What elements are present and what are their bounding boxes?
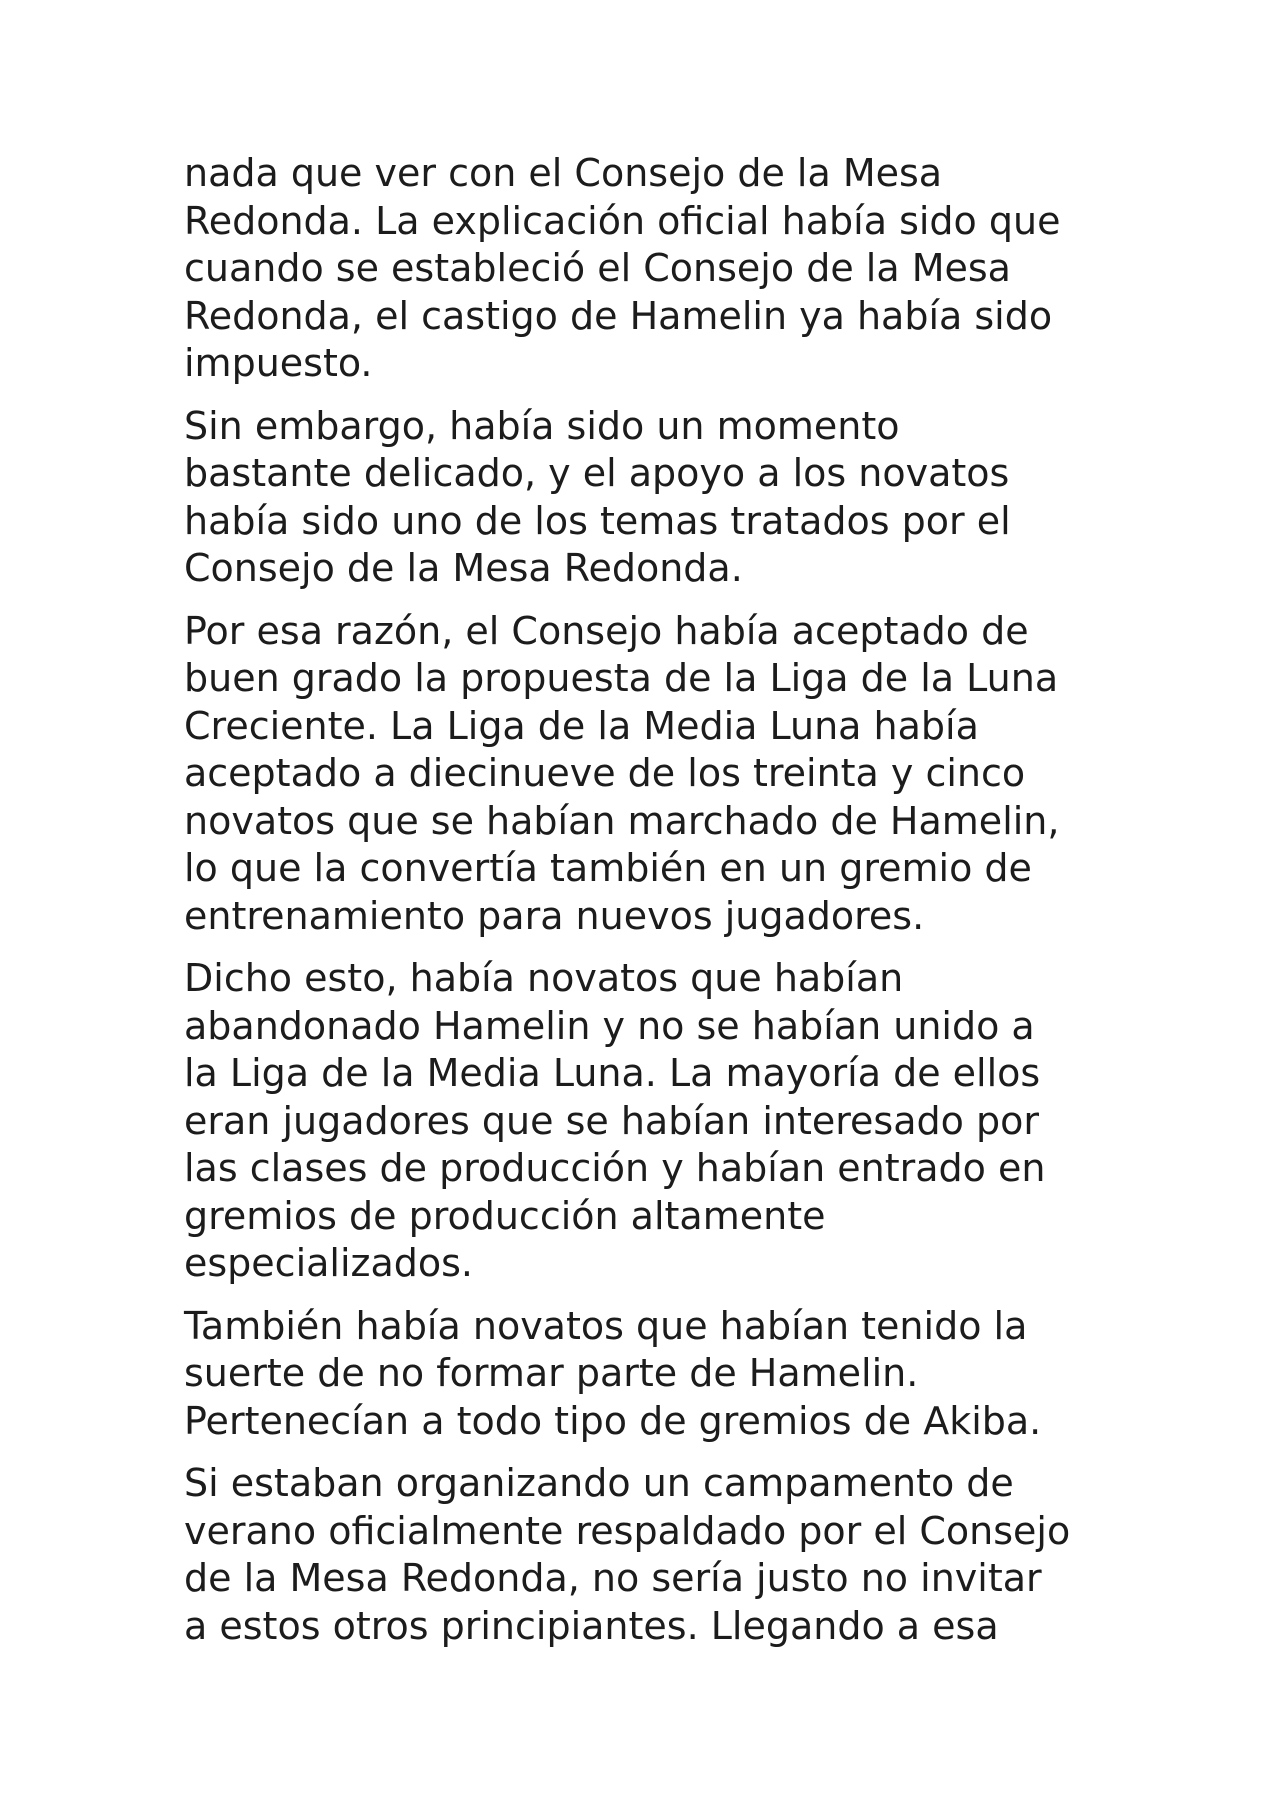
text-line: verano oficialmente respaldado por el Consejo [184,1508,1071,1553]
paragraph-3 [184,608,1124,941]
text-line: Por esa razón, el Consejo había aceptado de [184,608,1029,653]
text-line: buen grado la propuesta de la Liga de la Luna [184,656,1059,700]
text-line: eran jugadores que se habían interesado por [184,1098,1039,1143]
paragraph-5 [184,1303,1124,1446]
text-line: Redonda, el castigo de Hamelin ya había sido [184,293,1053,338]
text-line: Dicho esto, había novatos que habían [184,956,904,1000]
text-line: gremios de producción altamente [184,1193,826,1238]
text-line: nada que ver con el Consejo de la Mesa [184,151,943,195]
text-line: la Liga de la Media Luna. La mayoría de ellos [184,1051,1041,1095]
text-line: lo que la convertía también en un gremio de [184,846,1032,890]
text-line: bastante delicado, y el apoyo a los novatos [184,451,1010,495]
text-line: entrenamiento para nuevos jugadores. [184,893,925,938]
text-line: novatos que se habían marchado de Hamelin, [184,798,1060,843]
text-line: impuesto. [184,341,373,385]
paragraph-1 [184,150,1124,388]
paragraph-2 [184,403,1124,593]
text-line: suerte de no formar parte de Hamelin. [184,1351,919,1395]
text-line: aceptado a diecinueve de los treinta y cinco [184,751,1026,795]
text-line: Redonda. La explicación oficial había sido que [184,198,1061,243]
text-line: abandonado Hamelin y no se habían unido a [184,1003,1035,1048]
text-line: de la Mesa Redonda, no sería justo no invitar [184,1556,1042,1600]
paragraph-6 [184,1460,1124,1650]
text-line: había sido uno de los temas tratados por el [184,498,1011,543]
text-line: Consejo de la Mesa Redonda. [184,546,743,590]
text-line: Creciente. La Liga de la Media Luna había [184,703,979,748]
text-line: Si estaban organizando un campamento de [184,1461,1014,1505]
document-page [184,150,1124,1665]
text-line: Sin embargo, había sido un momento [184,403,900,448]
text-line: las clases de producción y habían entrado en [184,1146,1046,1190]
text-line: a estos otros principiantes. Llegando a esa [184,1603,999,1648]
text-line: También había novatos que habían tenido la [184,1303,1028,1348]
text-line: especializados. [184,1241,474,1285]
text-line: cuando se estableció el Consejo de la Mesa [184,246,1011,290]
text-line: Pertenecían a todo tipo de gremios de Akiba. [184,1398,1042,1443]
paragraph-4 [184,955,1124,1288]
